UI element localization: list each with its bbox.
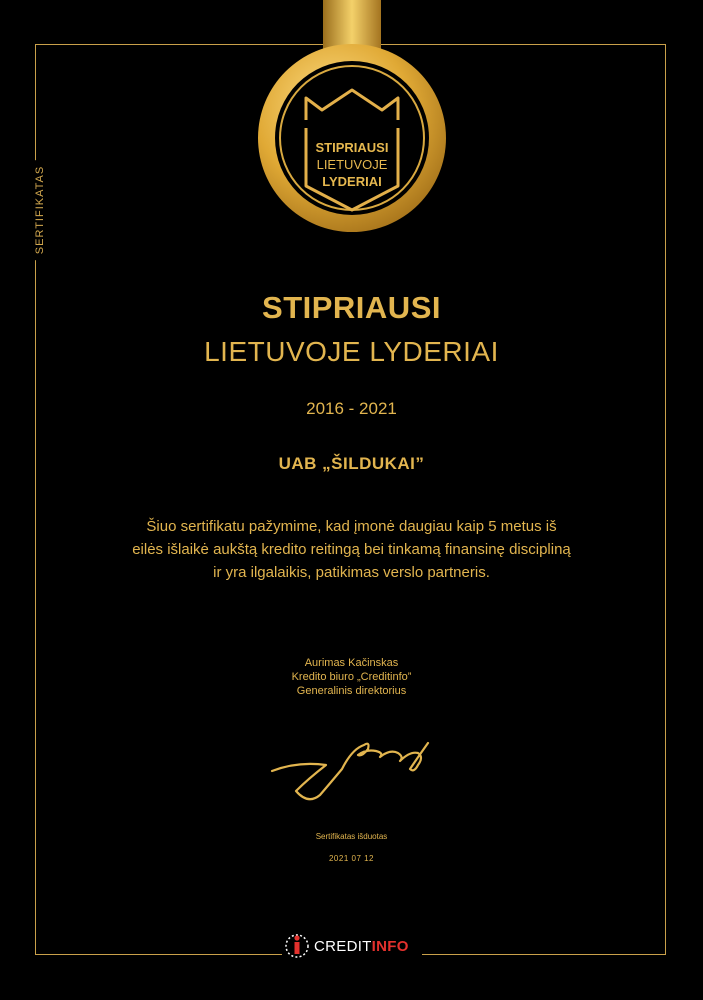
certificate-subtitle: LIETUVOJE LYDERIAI: [204, 336, 499, 367]
badge-line1: STIPRIAUSI: [315, 140, 389, 155]
badge-line2: LIETUVOJE: [316, 157, 388, 172]
company-name: UAB „ŠILDUKAI”: [278, 454, 425, 473]
certificate-title: STIPRIAUSI: [262, 290, 441, 325]
side-label: SERTIFIKATAS: [34, 160, 46, 260]
award-medal: [258, 0, 446, 236]
statement-line: eilės išlaikė aukštą kredito reitingą bei tinkamą finansinę discipliną: [132, 541, 571, 558]
handwritten-signature: [268, 735, 438, 805]
issued-label: Sertifikatas išduotas: [315, 832, 388, 841]
signer-organization: Kredito biuro „Creditinfo”: [291, 671, 412, 683]
statement-line: Šiuo sertifikatu pažymime, kad įmonė daugiau kaip 5 metus iš: [146, 518, 557, 535]
statement-line: ir yra ilgalaikis, patikimas verslo partneris.: [213, 564, 490, 581]
creditinfo-wordmark: CREDITINFO: [314, 938, 409, 955]
signer-name: Aurimas Kačinskas: [304, 657, 399, 669]
year-range: 2016 - 2021: [306, 399, 397, 418]
creditinfo-logo: [282, 932, 422, 960]
badge-line3: LYDERIAI: [322, 174, 382, 189]
medal-inner: [275, 61, 429, 215]
creditinfo-mark-icon: [282, 932, 312, 960]
issued-date: 2021 07 12: [328, 854, 375, 863]
certificate-statement: [110, 515, 593, 584]
signer-position: Generalinis direktorius: [296, 685, 407, 697]
signer-block: [0, 656, 703, 698]
